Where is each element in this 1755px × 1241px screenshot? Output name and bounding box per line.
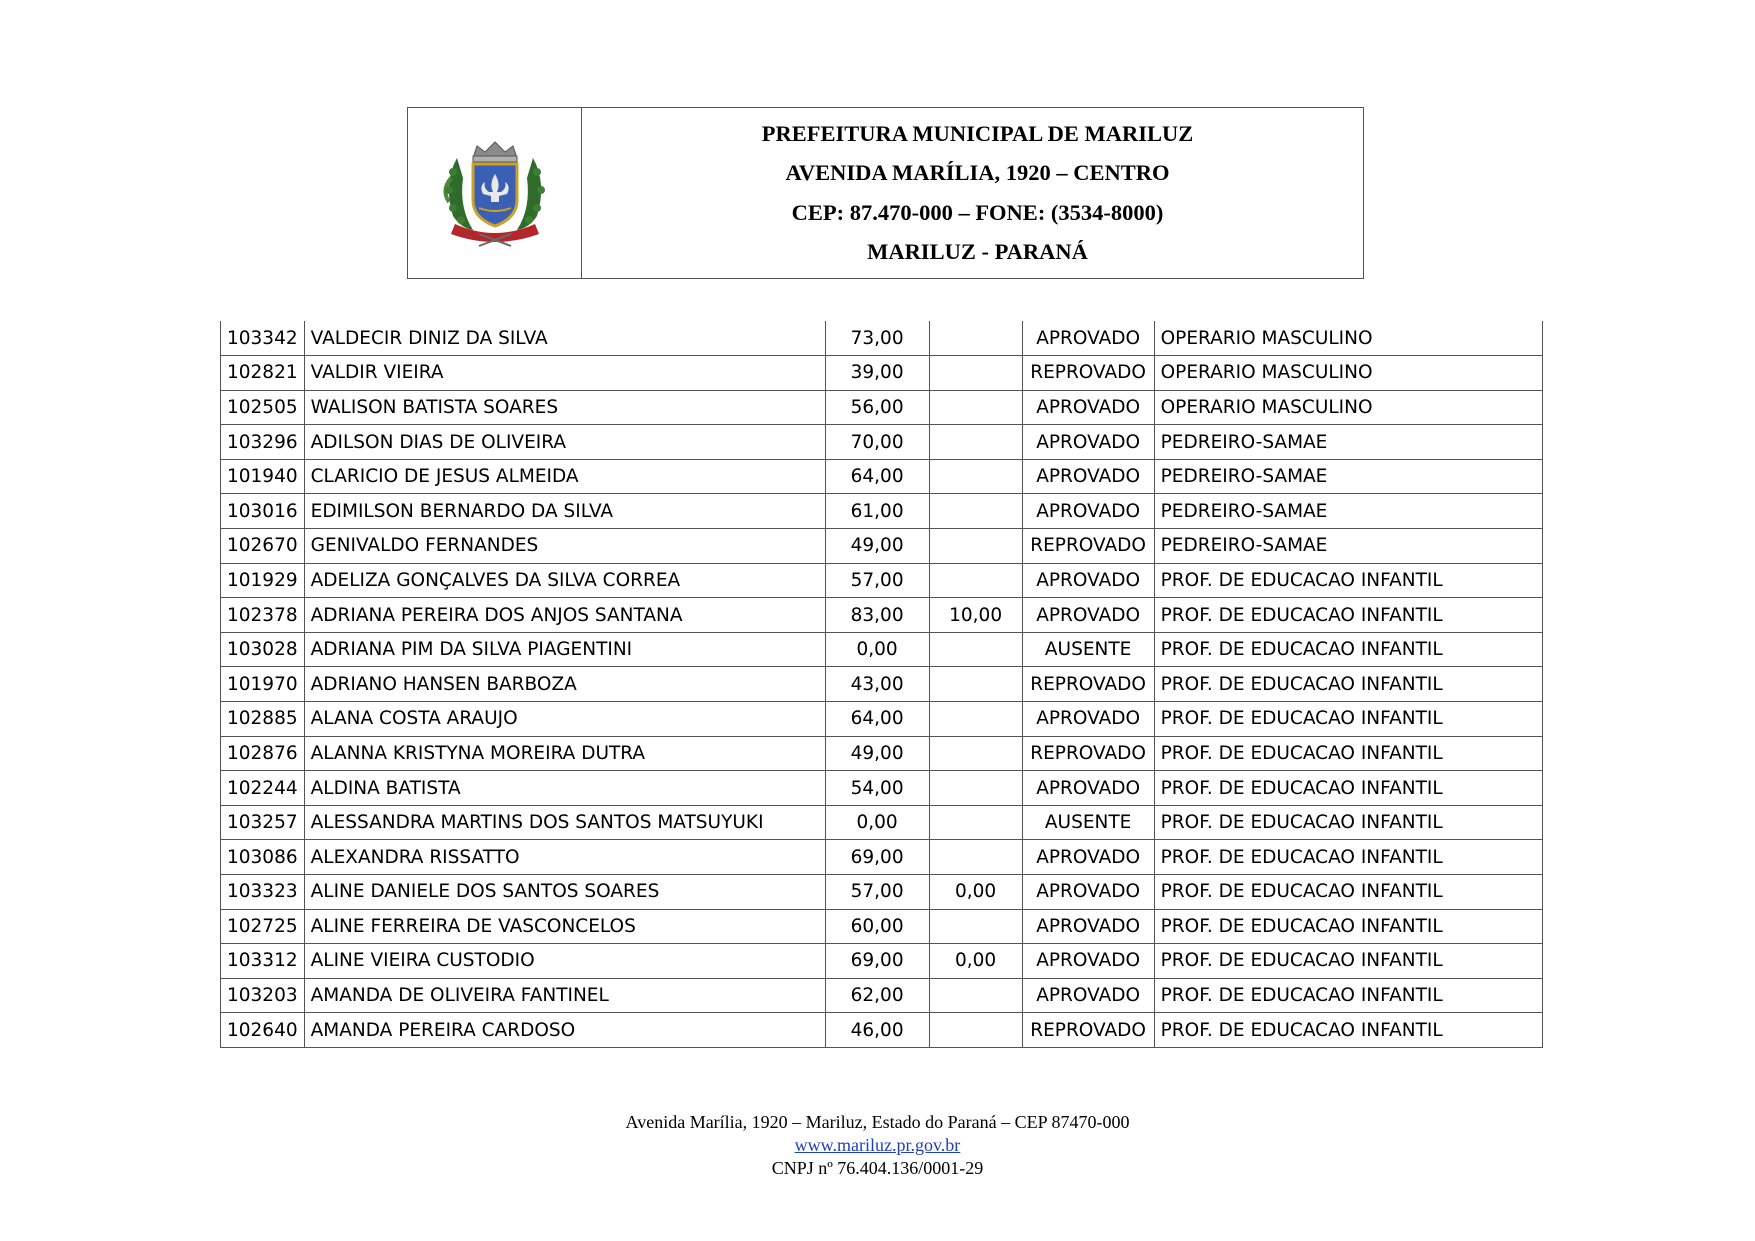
table-row <box>221 736 1543 771</box>
table-row <box>221 667 1543 702</box>
candidate-status: APROVADO <box>1022 425 1154 460</box>
candidate-id: 102885 <box>221 702 305 737</box>
candidate-role: PROF. DE EDUCACAO INFANTIL <box>1154 563 1542 598</box>
candidate-id: 102640 <box>221 1013 305 1048</box>
municipality-name: PREFEITURA MUNICIPAL DE MARILUZ <box>761 120 1194 146</box>
footer-address: Avenida Marília, 1920 – Mariluz, Estado do Paraná – CEP 87470-000 <box>625 1112 1130 1132</box>
candidate-role: PEDREIRO-SAMAE <box>1154 425 1542 460</box>
candidate-status: APROVADO <box>1022 840 1154 875</box>
candidate-bonus <box>929 667 1022 702</box>
candidate-score: 56,00 <box>825 390 929 425</box>
candidate-role: OPERARIO MASCULINO <box>1154 356 1542 391</box>
candidate-status: REPROVADO <box>1022 529 1154 564</box>
candidate-id: 101940 <box>221 459 305 494</box>
candidate-name: ALANNA KRISTYNA MOREIRA DUTRA <box>304 736 825 771</box>
candidate-status: APROVADO <box>1022 909 1154 944</box>
candidate-bonus <box>929 978 1022 1013</box>
candidate-name: VALDECIR DINIZ DA SILVA <box>304 321 825 356</box>
candidate-bonus <box>929 632 1022 667</box>
candidate-id: 102244 <box>221 771 305 806</box>
candidate-status: APROVADO <box>1022 978 1154 1013</box>
candidate-bonus <box>929 771 1022 806</box>
candidate-role: PROF. DE EDUCACAO INFANTIL <box>1154 944 1542 979</box>
candidate-name: ADRIANO HANSEN BARBOZA <box>304 667 825 702</box>
candidate-score: 83,00 <box>825 598 929 633</box>
candidate-status: APROVADO <box>1022 598 1154 633</box>
candidate-id: 102670 <box>221 529 305 564</box>
candidate-score: 43,00 <box>825 667 929 702</box>
header-address: AVENIDA MARÍLIA, 1920 – CENTRO <box>785 160 1170 186</box>
candidate-score: 39,00 <box>825 356 929 391</box>
candidate-score: 69,00 <box>825 840 929 875</box>
candidate-status: APROVADO <box>1022 771 1154 806</box>
candidate-id: 103028 <box>221 632 305 667</box>
candidate-status: APROVADO <box>1022 875 1154 910</box>
candidate-status: AUSENTE <box>1022 805 1154 840</box>
candidate-id: 103296 <box>221 425 305 460</box>
candidate-role: PROF. DE EDUCACAO INFANTIL <box>1154 667 1542 702</box>
candidate-id: 102821 <box>221 356 305 391</box>
candidate-status: APROVADO <box>1022 702 1154 737</box>
candidate-name: ALINE FERREIRA DE VASCONCELOS <box>304 909 825 944</box>
candidate-score: 0,00 <box>825 805 929 840</box>
candidate-id: 102505 <box>221 390 305 425</box>
candidate-name: ALESSANDRA MARTINS DOS SANTOS MATSUYUKI <box>304 805 825 840</box>
header-city-state: MARILUZ - PARANÁ <box>867 239 1088 265</box>
candidate-bonus <box>929 840 1022 875</box>
candidate-status: REPROVADO <box>1022 667 1154 702</box>
candidate-bonus <box>929 909 1022 944</box>
candidate-name: ALANA COSTA ARAUJO <box>304 702 825 737</box>
candidate-name: ALINE VIEIRA CUSTODIO <box>304 944 825 979</box>
candidate-role: PROF. DE EDUCACAO INFANTIL <box>1154 909 1542 944</box>
candidate-score: 69,00 <box>825 944 929 979</box>
table-row <box>221 909 1543 944</box>
candidate-name: VALDIR VIEIRA <box>304 356 825 391</box>
candidate-name: ALINE DANIELE DOS SANTOS SOARES <box>304 875 825 910</box>
candidate-bonus: 0,00 <box>929 944 1022 979</box>
candidate-role: PROF. DE EDUCACAO INFANTIL <box>1154 875 1542 910</box>
footer-cnpj: CNPJ nº 76.404.136/0001-29 <box>771 1158 984 1178</box>
candidate-id: 102378 <box>221 598 305 633</box>
candidate-score: 62,00 <box>825 978 929 1013</box>
candidate-id: 103312 <box>221 944 305 979</box>
candidate-score: 49,00 <box>825 736 929 771</box>
coat-of-arms-icon <box>439 138 551 248</box>
candidate-bonus <box>929 356 1022 391</box>
candidate-bonus <box>929 529 1022 564</box>
candidate-status: APROVADO <box>1022 494 1154 529</box>
candidate-score: 73,00 <box>825 321 929 356</box>
candidate-score: 57,00 <box>825 563 929 598</box>
table-row <box>221 390 1543 425</box>
candidate-status: REPROVADO <box>1022 736 1154 771</box>
candidate-role: PROF. DE EDUCACAO INFANTIL <box>1154 702 1542 737</box>
candidate-name: ADRIANA PIM DA SILVA PIAGENTINI <box>304 632 825 667</box>
candidate-bonus <box>929 390 1022 425</box>
candidate-bonus <box>929 736 1022 771</box>
candidate-status: APROVADO <box>1022 944 1154 979</box>
candidate-name: ADELIZA GONÇALVES DA SILVA CORREA <box>304 563 825 598</box>
candidate-score: 49,00 <box>825 529 929 564</box>
candidate-score: 54,00 <box>825 771 929 806</box>
results-table-body <box>221 321 1543 1047</box>
table-row <box>221 563 1543 598</box>
candidate-bonus: 0,00 <box>929 875 1022 910</box>
candidate-id: 102725 <box>221 909 305 944</box>
candidate-bonus <box>929 805 1022 840</box>
table-row <box>221 978 1543 1013</box>
candidate-role: PROF. DE EDUCACAO INFANTIL <box>1154 1013 1542 1048</box>
table-row <box>221 321 1543 356</box>
candidate-name: WALISON BATISTA SOARES <box>304 390 825 425</box>
candidate-id: 101929 <box>221 563 305 598</box>
candidate-bonus <box>929 702 1022 737</box>
candidate-bonus <box>929 1013 1022 1048</box>
candidate-status: REPROVADO <box>1022 1013 1154 1048</box>
logo-cell <box>408 108 582 278</box>
candidate-bonus <box>929 321 1022 356</box>
candidate-score: 70,00 <box>825 425 929 460</box>
candidate-bonus: 10,00 <box>929 598 1022 633</box>
candidate-name: GENIVALDO FERNANDES <box>304 529 825 564</box>
table-row <box>221 875 1543 910</box>
table-row <box>221 598 1543 633</box>
candidate-id: 101970 <box>221 667 305 702</box>
candidate-status: APROVADO <box>1022 459 1154 494</box>
table-row <box>221 840 1543 875</box>
candidate-name: ALEXANDRA RISSATTO <box>304 840 825 875</box>
candidate-bonus <box>929 563 1022 598</box>
candidate-role: PROF. DE EDUCACAO INFANTIL <box>1154 736 1542 771</box>
candidate-score: 64,00 <box>825 702 929 737</box>
candidate-status: APROVADO <box>1022 321 1154 356</box>
header-cep-phone: CEP: 87.470-000 – FONE: (3534-8000) <box>791 199 1164 225</box>
footer-website-link[interactable]: www.mariluz.pr.gov.br <box>794 1135 961 1155</box>
candidate-id: 103203 <box>221 978 305 1013</box>
candidate-bonus <box>929 459 1022 494</box>
candidate-id: 103342 <box>221 321 305 356</box>
candidate-id: 102876 <box>221 736 305 771</box>
candidate-role: PROF. DE EDUCACAO INFANTIL <box>1154 840 1542 875</box>
table-row <box>221 702 1543 737</box>
candidate-id: 103086 <box>221 840 305 875</box>
candidate-name: AMANDA PEREIRA CARDOSO <box>304 1013 825 1048</box>
candidate-role: PROF. DE EDUCACAO INFANTIL <box>1154 978 1542 1013</box>
candidate-score: 0,00 <box>825 632 929 667</box>
table-row <box>221 805 1543 840</box>
table-row <box>221 944 1543 979</box>
candidate-id: 103323 <box>221 875 305 910</box>
table-row <box>221 356 1543 391</box>
letterhead <box>407 107 1364 279</box>
candidate-role: PEDREIRO-SAMAE <box>1154 494 1542 529</box>
candidate-role: PEDREIRO-SAMAE <box>1154 459 1542 494</box>
table-row <box>221 425 1543 460</box>
table-row <box>221 459 1543 494</box>
candidate-score: 64,00 <box>825 459 929 494</box>
results-table <box>220 321 1543 1048</box>
candidate-status: APROVADO <box>1022 390 1154 425</box>
candidate-score: 46,00 <box>825 1013 929 1048</box>
candidate-role: PROF. DE EDUCACAO INFANTIL <box>1154 771 1542 806</box>
candidate-name: AMANDA DE OLIVEIRA FANTINEL <box>304 978 825 1013</box>
candidate-score: 60,00 <box>825 909 929 944</box>
candidate-id: 103016 <box>221 494 305 529</box>
candidate-score: 57,00 <box>825 875 929 910</box>
candidate-role: OPERARIO MASCULINO <box>1154 390 1542 425</box>
table-row <box>221 632 1543 667</box>
candidate-name: ADILSON DIAS DE OLIVEIRA <box>304 425 825 460</box>
candidate-name: ALDINA BATISTA <box>304 771 825 806</box>
footer <box>0 1111 1755 1180</box>
candidate-bonus <box>929 494 1022 529</box>
candidate-id: 103257 <box>221 805 305 840</box>
candidate-role: PEDREIRO-SAMAE <box>1154 529 1542 564</box>
candidate-role: PROF. DE EDUCACAO INFANTIL <box>1154 805 1542 840</box>
candidate-status: REPROVADO <box>1022 356 1154 391</box>
table-row <box>221 1013 1543 1048</box>
candidate-name: CLARICIO DE JESUS ALMEIDA <box>304 459 825 494</box>
letterhead-text <box>582 108 1363 278</box>
candidate-name: ADRIANA PEREIRA DOS ANJOS SANTANA <box>304 598 825 633</box>
candidate-role: PROF. DE EDUCACAO INFANTIL <box>1154 632 1542 667</box>
candidate-status: APROVADO <box>1022 563 1154 598</box>
candidate-status: AUSENTE <box>1022 632 1154 667</box>
table-row <box>221 771 1543 806</box>
table-row <box>221 529 1543 564</box>
candidate-score: 61,00 <box>825 494 929 529</box>
candidate-name: EDIMILSON BERNARDO DA SILVA <box>304 494 825 529</box>
candidate-role: OPERARIO MASCULINO <box>1154 321 1542 356</box>
candidate-bonus <box>929 425 1022 460</box>
candidate-role: PROF. DE EDUCACAO INFANTIL <box>1154 598 1542 633</box>
table-row <box>221 494 1543 529</box>
